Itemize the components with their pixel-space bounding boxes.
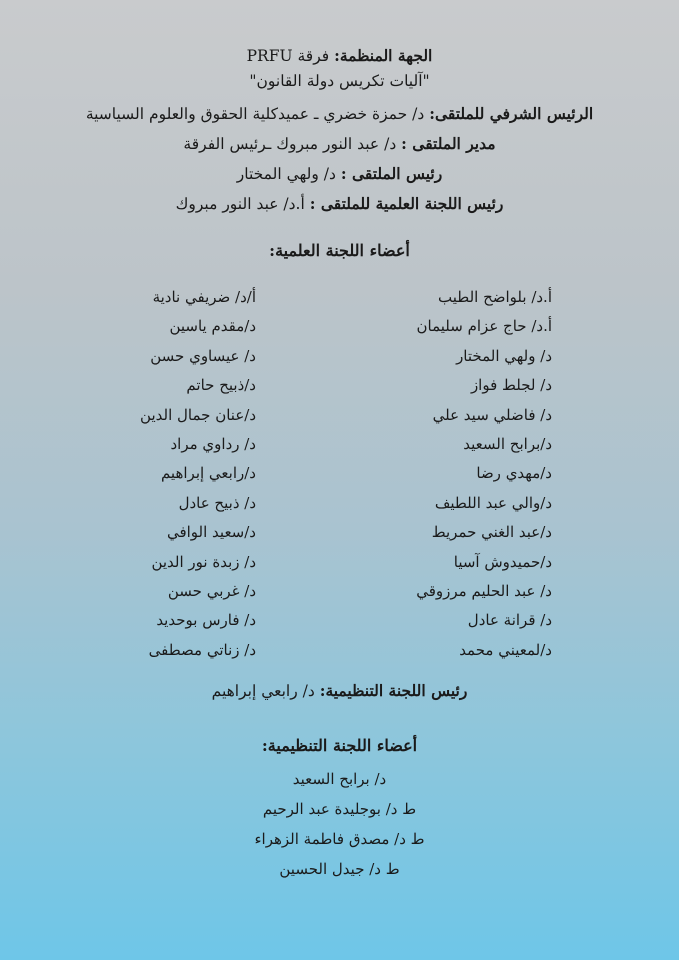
list-item: أ.د/ بلواضح الطيب bbox=[438, 288, 552, 306]
event-title: "آليات تكريس دولة القانون" bbox=[249, 72, 430, 90]
list-item: د/حميدوش آسيا bbox=[453, 552, 552, 571]
director-label: مدير الملتقى : bbox=[401, 134, 496, 153]
list-item: ط د/ مصدق فاطمة الزهراء bbox=[254, 830, 425, 848]
scientific-chair-label: رئيس اللجنة العلمية للملتقى : bbox=[309, 194, 504, 213]
list-item: د/ فاضلي سيد علي bbox=[432, 405, 552, 424]
organizing-committee-title: أعضاء اللجنة التنظيمية: bbox=[261, 736, 418, 755]
list-item: ط د/ بوجليدة عبد الرحيم bbox=[262, 800, 417, 818]
list-item: د/ غربي حسن bbox=[167, 581, 256, 600]
organizing-committee-list bbox=[0, 764, 679, 884]
list-item: ط د/ جيدل الحسين bbox=[279, 860, 400, 878]
list-item: د/ زناتي مصطفى bbox=[148, 640, 256, 659]
list-item: د/ذبيح حاتم bbox=[186, 376, 256, 395]
list-item: د/ لجلط فواز bbox=[470, 376, 552, 395]
list-item: د/مقدم ياسين bbox=[169, 317, 256, 336]
honorary-chair-value: د/ حمزة خضري ـ عميدكلية الحقوق والعلوم السياسية bbox=[85, 105, 425, 123]
list-item: د/ ولهي المختار bbox=[456, 346, 552, 365]
chair-line bbox=[0, 163, 679, 185]
list-item: د/ رداوي مراد bbox=[170, 434, 256, 453]
scientific-chair-value: أ.د/ عبد النور مبروك bbox=[175, 195, 305, 213]
list-item: د/ برابح السعيد bbox=[292, 770, 387, 788]
list-item: د/مهدي رضا bbox=[476, 464, 552, 483]
list-item: د/والي عبد اللطيف bbox=[434, 493, 552, 512]
chair-value: د/ ولهي المختار bbox=[236, 165, 336, 183]
list-item: د/عنان جمال الدين bbox=[140, 405, 256, 424]
scientific-chair-line bbox=[0, 193, 679, 215]
list-item: د/سعيد الوافي bbox=[166, 523, 256, 542]
organizer-label: الجهة المنظمة: bbox=[334, 46, 433, 65]
list-item: د/ عبد الحليم مرزوقي bbox=[416, 581, 552, 600]
list-item: د/ فارس بوحديد bbox=[156, 611, 256, 630]
list-item: د/ ذبيح عادل bbox=[178, 493, 256, 512]
scientific-committee-left-column bbox=[86, 283, 256, 665]
scientific-committee-right-column bbox=[382, 283, 552, 665]
list-item: د/ زبدة نور الدين bbox=[151, 552, 256, 571]
list-item: أ/د/ ضريفي نادية bbox=[152, 288, 256, 306]
list-item: د/ قرانة عادل bbox=[467, 611, 552, 630]
list-item: د/عبد الغني حمريط bbox=[431, 523, 552, 542]
organizing-chair-value: د/ رابعي إبراهيم bbox=[211, 682, 315, 700]
organizer-value: فرقة PRFU bbox=[246, 47, 330, 65]
list-item: أ.د/ حاج عزام سليمان bbox=[416, 317, 552, 336]
director-line bbox=[0, 133, 679, 155]
scientific-committee-title: أعضاء اللجنة العلمية: bbox=[269, 241, 410, 260]
honorary-chair-line bbox=[0, 103, 679, 125]
chair-label: رئيس الملتقى : bbox=[340, 164, 443, 183]
organizer-line bbox=[0, 45, 679, 67]
honorary-chair-label: الرئيس الشرفي للملتقى: bbox=[429, 104, 594, 123]
director-value: د/ عبد النور مبروك ـرئيس الفرقة bbox=[183, 135, 397, 153]
list-item: د/ عيساوي حسن bbox=[150, 346, 256, 365]
list-item: د/برابح السعيد bbox=[463, 434, 552, 453]
organizing-chair-line bbox=[0, 680, 679, 702]
list-item: د/لمعيني محمد bbox=[459, 640, 552, 659]
organizing-chair-label: رئيس اللجنة التنظيمية: bbox=[319, 681, 468, 700]
list-item: د/رابعي إبراهيم bbox=[160, 464, 256, 483]
